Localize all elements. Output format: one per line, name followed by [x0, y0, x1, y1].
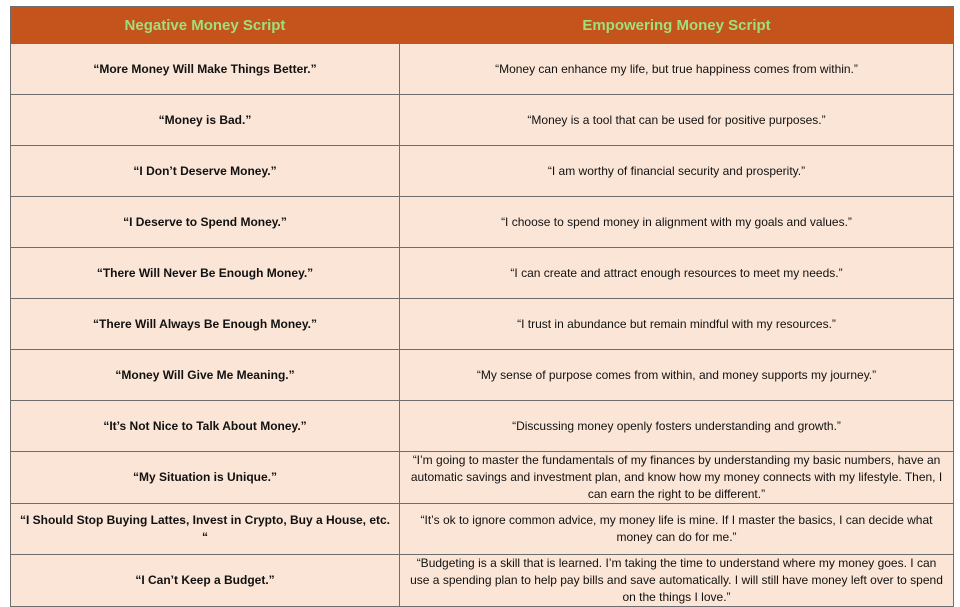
table-row [11, 44, 954, 95]
header-row [11, 7, 954, 44]
empowering-script-cell: “Money can enhance my life, but true happiness comes from within.” [400, 44, 954, 95]
empowering-script-cell: “I’m going to master the fundamentals of my finances by understanding my basic numbers, have an automatic savings and investment plan, and know how my money connects with my lifestyle. Then, I can earn the right to be different.” [400, 452, 954, 504]
empowering-script-cell: “It’s ok to ignore common advice, my money life is mine. If I master the basics, I can decide what money can do for me.” [400, 504, 954, 555]
empowering-script-cell: “Discussing money openly fosters understanding and growth.” [400, 401, 954, 452]
negative-script-cell: “More Money Will Make Things Better.” [11, 44, 400, 95]
negative-script-cell: “Money Will Give Me Meaning.” [11, 350, 400, 401]
empowering-column-header: Empowering Money Script [400, 7, 954, 44]
table-row [11, 299, 954, 350]
table-row [11, 197, 954, 248]
negative-column-header: Negative Money Script [11, 7, 400, 44]
table-row [11, 555, 954, 607]
empowering-script-cell: “I trust in abundance but remain mindful with my resources.” [400, 299, 954, 350]
table-row [11, 95, 954, 146]
table-row [11, 401, 954, 452]
table-row [11, 146, 954, 197]
negative-script-cell: “My Situation is Unique.” [11, 452, 400, 504]
money-scripts-table [10, 6, 954, 607]
negative-script-cell: “It’s Not Nice to Talk About Money.” [11, 401, 400, 452]
table-row [11, 248, 954, 299]
negative-script-cell: “I Deserve to Spend Money.” [11, 197, 400, 248]
negative-script-cell: “I Can’t Keep a Budget.” [11, 555, 400, 607]
empowering-script-cell: “My sense of purpose comes from within, and money supports my journey.” [400, 350, 954, 401]
table-row [11, 452, 954, 504]
table-row [11, 350, 954, 401]
empowering-script-cell: “Budgeting is a skill that is learned. I’m taking the time to understand where my money goes. I can use a spending plan to help pay bills and save automatically. I will still have money left over to spend on the things I love.” [400, 555, 954, 607]
table-row [11, 504, 954, 555]
negative-script-cell: “There Will Never Be Enough Money.” [11, 248, 400, 299]
empowering-script-cell: “Money is a tool that can be used for positive purposes.” [400, 95, 954, 146]
negative-script-cell: “Money is Bad.” [11, 95, 400, 146]
empowering-script-cell: “I can create and attract enough resources to meet my needs.” [400, 248, 954, 299]
negative-script-cell: “I Should Stop Buying Lattes, Invest in Crypto, Buy a House, etc. “ [11, 504, 400, 555]
negative-script-cell: “I Don’t Deserve Money.” [11, 146, 400, 197]
negative-script-cell: “There Will Always Be Enough Money.” [11, 299, 400, 350]
empowering-script-cell: “I am worthy of financial security and prosperity.” [400, 146, 954, 197]
empowering-script-cell: “I choose to spend money in alignment with my goals and values.” [400, 197, 954, 248]
